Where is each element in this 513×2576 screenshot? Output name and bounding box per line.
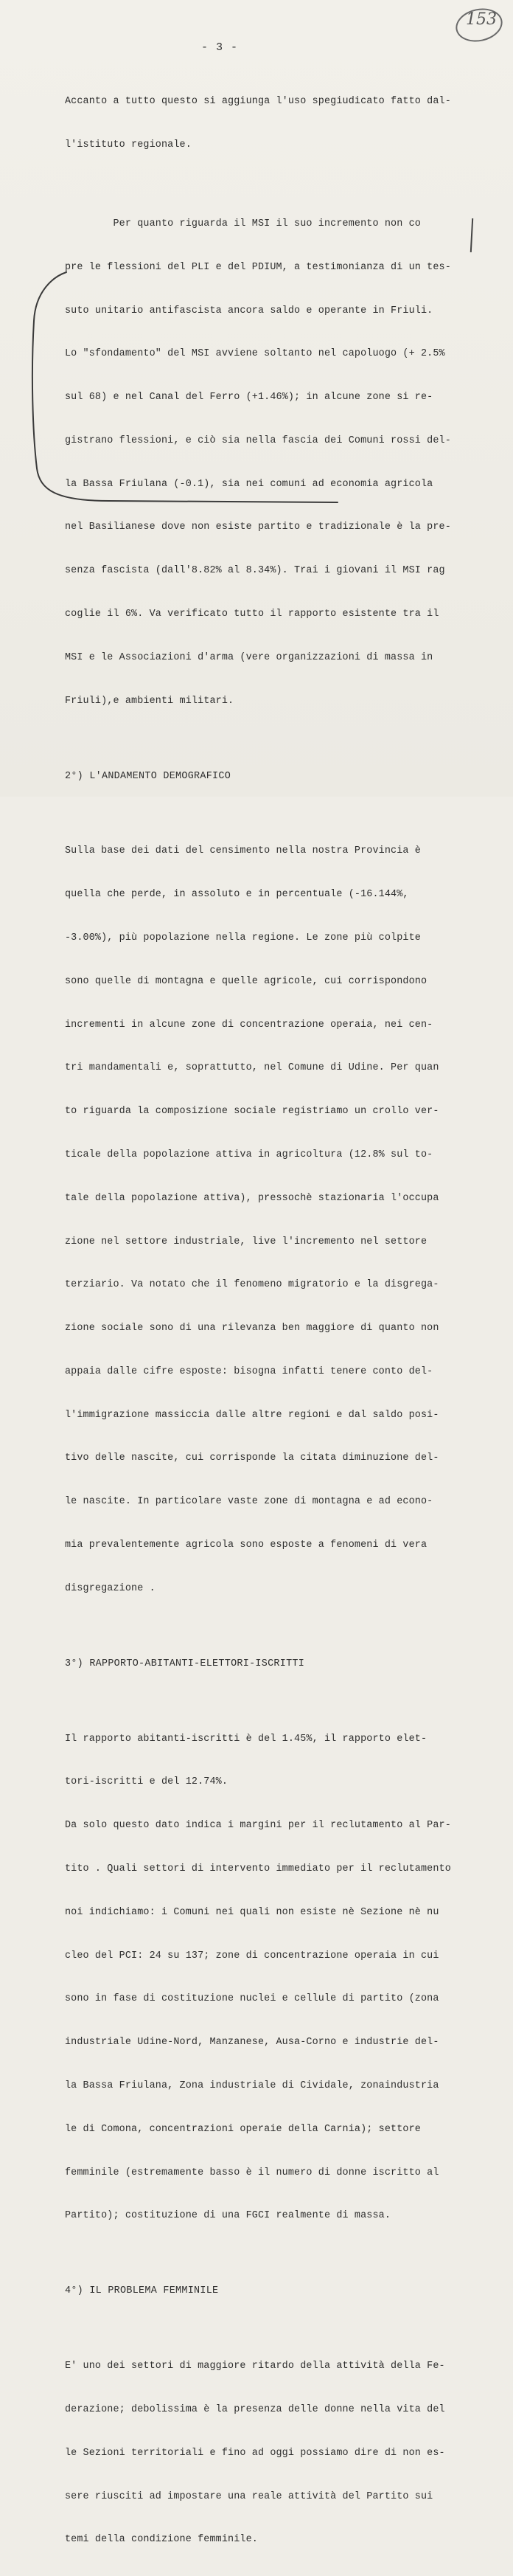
text-line: tri mandamentali e, soprattutto, nel Comune di Udine. Per quan	[65, 1062, 439, 1074]
section-heading-demografico: 2°) L'ANDAMENTO DEMOGRAFICO	[65, 770, 231, 782]
text-line: sul 68) e nel Canal del Ferro (+1.46%); in alcune zone si re-	[65, 392, 433, 404]
text-line: derazione; debolissima è la presenza delle donne nella vita del	[65, 2404, 445, 2415]
text-line: mia prevalentemente agricola sono esposte a fenomeni di vera	[65, 1539, 427, 1551]
text-line: Da solo questo dato indica i margini per il reclutamento al Par-	[65, 1820, 451, 1832]
text-line: suto unitario antifascista ancora saldo e operante in Friuli.	[65, 305, 433, 316]
text-line: femminile (estremamente basso è il numero di donne iscritto al	[65, 2167, 439, 2178]
text-line: noi indichiamo: i Comuni nei quali non esiste nè Sezione nè nu	[65, 1906, 439, 1918]
text-line: l'immigrazione massiccia dalle altre regioni e dal saldo posi-	[65, 1409, 439, 1421]
text-line: senza fascista (dall'8.82% al 8.34%). Trai i giovani il MSI rag	[65, 565, 445, 577]
text-line: tito . Quali settori di intervento immediato per il reclutamento	[65, 1863, 451, 1875]
text-line: la Bassa Friulana, Zona industriale di Cividale, zonaindustria	[65, 2080, 439, 2091]
text-line: quella che perde, in assoluto e in percentuale (-16.144%,	[65, 889, 409, 901]
text-line: to riguarda la composizione sociale registriamo un crollo ver-	[65, 1106, 439, 1118]
text-line: Friuli),e ambienti militari.	[65, 695, 234, 707]
text-line: zione nel settore industriale, live l'incremento nel settore	[65, 1236, 427, 1247]
text-line: terziario. Va notato che il fenomeno migratorio e la disgrega-	[65, 1279, 439, 1291]
text-line: sere riusciti ad impostare una reale attività del Partito sui	[65, 2490, 433, 2502]
text-line: sono in fase di costituzione nuclei e cellule di partito (zona	[65, 1993, 439, 2005]
section-heading-femminile: 4°) IL PROBLEMA FEMMINILE	[65, 2285, 219, 2297]
text-line: tori-iscritti e del 12.74%.	[65, 1776, 228, 1788]
text-line: Partito); costituzione di una FGCI realmente di massa.	[65, 2210, 391, 2222]
text-line: Lo "sfondamento" del MSI avviene soltanto nel capoluogo (+ 2.5%	[65, 348, 445, 360]
text-line: temi della condizione femminile.	[65, 2534, 258, 2546]
text-line: Il rapporto abitanti-iscritti è del 1.45%, il rapporto elet-	[65, 1733, 427, 1745]
text-line: la Bassa Friulana (-0.1), sia nei comuni ad economia agricola	[65, 478, 433, 490]
text-line: zione sociale sono di una rilevanza ben maggiore di quanto non	[65, 1323, 439, 1334]
text-line: cleo del PCI: 24 su 137; zone di concentrazione operaia in cui	[65, 1950, 439, 1962]
text-line: le Sezioni territoriali e fino ad oggi possiamo dire di non es-	[65, 2447, 445, 2459]
text-line: nel Basilianese dove non esiste partito e tradizionale è la pre-	[65, 522, 451, 533]
text-line: Accanto a tutto questo si aggiunga l'uso spegiudicato fatto dal-	[65, 96, 451, 108]
text-line: E' uno dei settori di maggiore ritardo della attività della Fe-	[65, 2361, 445, 2372]
text-line: industriale Udine-Nord, Manzanese, Ausa-Corno e industrie del-	[65, 2037, 439, 2049]
text-line: -3.00%), più popolazione nella regione. Le zone più colpite	[65, 932, 421, 944]
text-line: le di Comona, concentrazioni operaie della Carnia); settore	[65, 2123, 421, 2135]
text-line: l'istituto regionale.	[65, 139, 192, 150]
archive-stamp-number: 153	[466, 10, 497, 29]
text-line: Per quanto riguarda il MSI il suo incremento non co	[65, 218, 421, 229]
text-line: sono quelle di montagna e quelle agricole, cui corrispondono	[65, 975, 427, 987]
text-line: le nascite. In particolare vaste zone di montagna e ad econo-	[65, 1496, 433, 1508]
text-line: Sulla base dei dati del censimento nella nostra Provincia è	[65, 845, 421, 857]
text-line: pre le flessioni del PLI e del PDIUM, a testimonianza di un tes-	[65, 261, 451, 273]
document-body	[65, 66, 485, 2576]
text-line: disgregazione .	[65, 1582, 156, 1594]
text-line: appaia dalle cifre esposte: bisogna infatti tenere conto del-	[65, 1365, 433, 1377]
page-number: - 3 -	[200, 41, 238, 54]
text-line: tale della popolazione attiva), pressochè stazionaria l'occupa	[65, 1192, 439, 1204]
text-line: MSI e le Associazioni d'arma (vere organizzazioni di massa in	[65, 651, 433, 663]
text-line: tivo delle nascite, cui corrisponde la citata diminuzione del-	[65, 1453, 439, 1464]
text-line: coglie il 6%. Va verificato tutto il rapporto esistente tra il	[65, 608, 439, 620]
text-line: incrementi in alcune zone di concentrazione operaia, nei cen-	[65, 1019, 433, 1031]
text-line: ticale della popolazione attiva in agricoltura (12.8% sul to-	[65, 1149, 433, 1160]
text-line: gistrano flessioni, e ciò sia nella fascia dei Comuni rossi del-	[65, 434, 451, 446]
section-heading-rapporto: 3°) RAPPORTO-ABITANTI-ELETTORI-ISCRITTI	[65, 1658, 305, 1669]
